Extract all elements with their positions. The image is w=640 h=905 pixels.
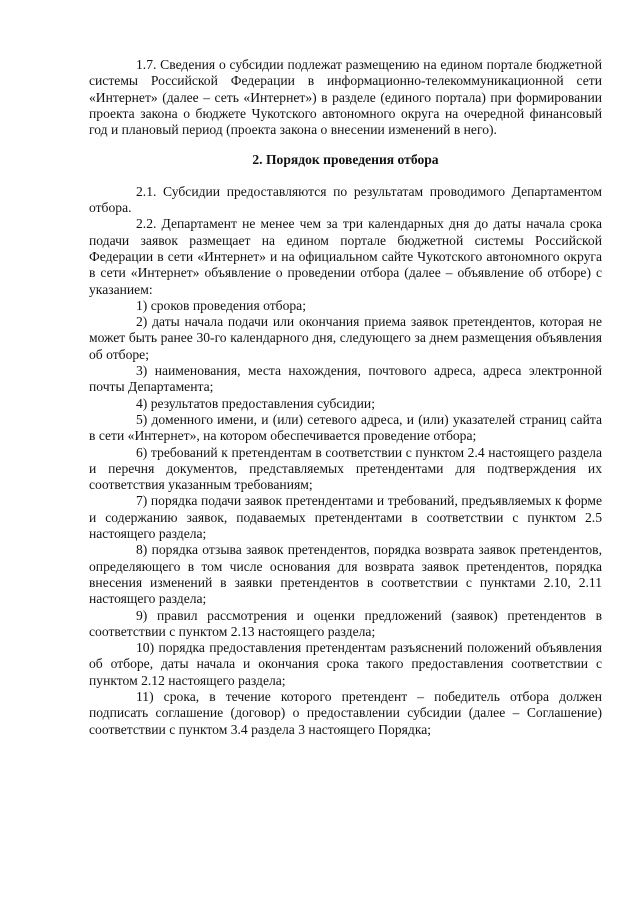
list-item-1: 1) сроков проведения отбора; (136, 297, 306, 313)
document-page (89, 57, 602, 738)
list-item-5: 5) доменного имени, и (или) сетевого адреса, и (или) указателей страниц сайта в сети «Интернет», на котором обеспечивается проведение отбора; (89, 411, 602, 444)
list-item-9: 9) правил рассмотрения и оценки предложений (заявок) претендентов в соответствии с пунктом 2.13 настоящего раздела; (89, 607, 602, 639)
section-heading: 2. Порядок проведения отбора (252, 152, 439, 168)
list-item-2: 2) даты начала подачи или окончания приема заявок претендентов, которая не может быть ранее 30-го календарного дня, следующего за днем размещения объявления об отборе; (89, 314, 602, 362)
paragraph-2-1: 2.1. Субсидии предоставляются по результатам проводимого Департаментом отбора. (89, 183, 602, 216)
list-item-11: 11) срока, в течение которого претендент – победитель отбора должен подписать соглашение (договор) о предоставлении субсидии (далее – Соглашение) соответствии с пунктом 3.4 раздела 3 настоящего Порядка; (89, 688, 602, 737)
list-item-3: 3) наименования, места нахождения, почтового адреса, адреса электронной почты Департамента; (89, 363, 602, 395)
list-item-8: 8) порядка отзыва заявок претендентов, порядка возврата заявок претендентов, определяющего в том числе основания для возврата заявок претендентов, порядка внесения изменений в заявки претендентов в соответствии с пунктами 2.10, 2.11 настоящего раздела; (89, 542, 602, 607)
list-item-10: 10) порядка предоставления претендентам разъяснений положений объявления об отборе, даты начала и окончания срока такого предоставления соответствии с пунктом 2.12 настоящего раздела; (89, 640, 602, 688)
list-item-7: 7) порядка подачи заявок претендентами и требований, предъявляемых к форме и содержанию заявок, подаваемых претендентами в соответствии с пунктом 2.5 настоящего раздела; (89, 493, 602, 542)
list-item-6: 6) требований к претендентам в соответствии с пунктом 2.4 настоящего раздела и перечня документов, представляемых претендентами для подтверждения их соответствия указанным требованиям; (89, 444, 602, 493)
paragraph-2-2: 2.2. Департамент не менее чем за три календарных дня до даты начала срока подачи заявок размещает на едином портале бюджетной системы Российской Федерации в сети «Интернет» и на официальном сайте Чукотского автономного округа в сети «Интернет» объявление о проведении отбора (далее – объявление об отборе) с указанием: (89, 216, 602, 297)
paragraph-1-7: 1.7. Сведения о субсидии подлежат размещению на едином портале бюджетной системы Российской Федерации в информационно-телекоммуникационной сети «Интернет» (далее – сеть «Интернет») в разделе (единого портала) при формировании проекта закона о бюджете Чукотского автономного округа на очередной финансовый год и плановый период (проекта закона о внесении изменений в него). (89, 57, 602, 138)
list-item-4: 4) результатов предоставления субсидии; (136, 395, 375, 411)
